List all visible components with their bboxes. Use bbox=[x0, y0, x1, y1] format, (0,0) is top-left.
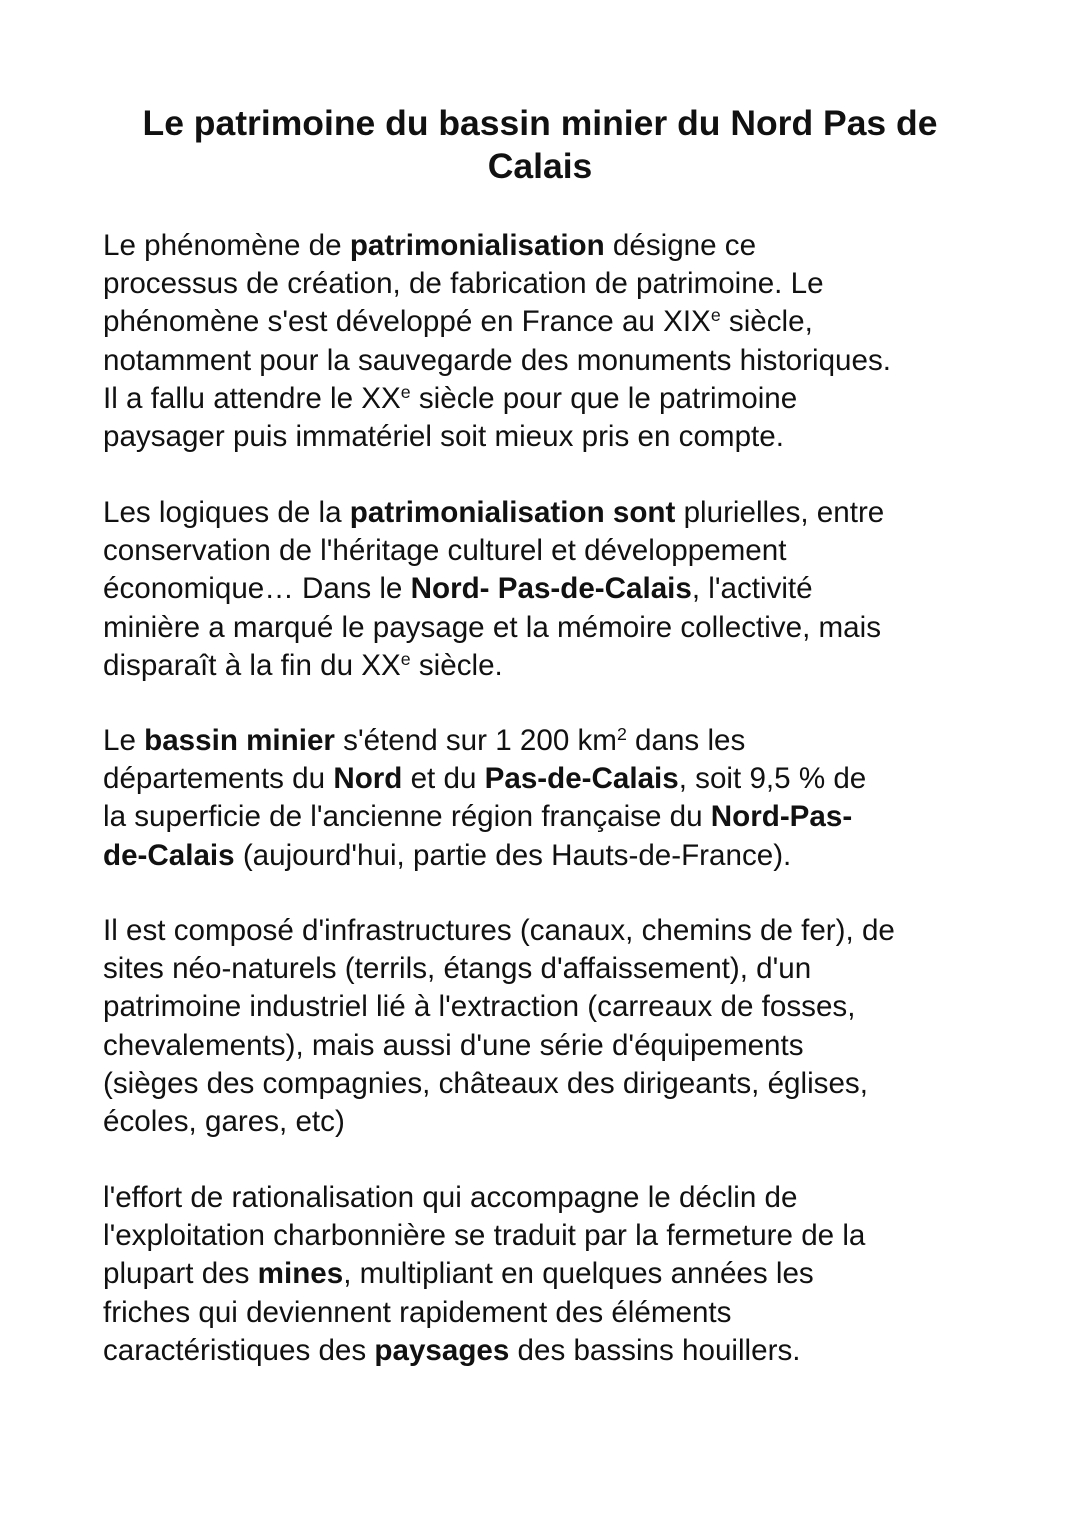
text-line: caractéristiques des paysages des bassins houillers. bbox=[103, 1333, 801, 1367]
text-line: l'effort de rationalisation qui accompagne le déclin de bbox=[103, 1181, 798, 1214]
text-line: Les logiques de la patrimonialisation sont plurielles, entre bbox=[103, 496, 885, 529]
text-line: économique… Dans le Nord- Pas-de-Calais, l'activité bbox=[103, 572, 813, 606]
bold-term: Nord- Pas-de-Calais bbox=[410, 572, 692, 606]
text-line: (sièges des compagnies, châteaux des dirigeants, églises, bbox=[103, 1066, 868, 1100]
bold-term: bassin minier bbox=[144, 724, 335, 757]
text-line: conservation de l'héritage culturel et développement bbox=[103, 534, 787, 568]
text-line: notamment pour la sauvegarde des monuments historiques. bbox=[103, 343, 891, 377]
bold-term: patrimonialisation sont bbox=[349, 496, 676, 529]
paragraph-rationalisation bbox=[103, 1179, 1003, 1370]
paragraph-patrimonialisation bbox=[103, 227, 1003, 456]
text-line: phénomène s'est développé en France au XIXe siècle, bbox=[103, 305, 813, 339]
bold-term: de-Calais bbox=[103, 838, 235, 872]
bold-term: paysages bbox=[374, 1333, 510, 1367]
text-line: friches qui deviennent rapidement des éléments bbox=[103, 1295, 732, 1329]
bold-term: mines bbox=[257, 1257, 344, 1291]
superscript: 2 bbox=[616, 724, 627, 745]
paragraph-bassin-minier bbox=[103, 722, 1003, 875]
paragraph-composition bbox=[103, 912, 1003, 1141]
page-title: Le patrimoine du bassin minier du Nord Pas de Calais bbox=[142, 103, 938, 186]
text-line: patrimoine industriel lié à l'extraction (carreaux de fosses, bbox=[103, 990, 856, 1024]
bold-term: Nord-Pas- bbox=[710, 800, 853, 834]
text-line: disparaît à la fin du XXe siècle. bbox=[103, 648, 503, 682]
bold-term: patrimonialisation bbox=[349, 229, 605, 262]
bold-term: Pas-de-Calais bbox=[484, 762, 679, 796]
bold-term: Nord bbox=[333, 762, 403, 796]
text-line: de-Calais (aujourd'hui, partie des Hauts-de-France). bbox=[103, 838, 792, 872]
superscript: e bbox=[400, 382, 411, 403]
text-line: Le phénomène de patrimonialisation désigne ce bbox=[103, 229, 757, 262]
text-line: plupart des mines, multipliant en quelques années les bbox=[103, 1257, 814, 1291]
text-line: la superficie de l'ancienne région française du Nord-Pas- bbox=[103, 800, 853, 834]
text-line: l'exploitation charbonnière se traduit par la fermeture de la bbox=[103, 1219, 866, 1253]
text-line: chevalements), mais aussi d'une série d'équipements bbox=[103, 1028, 804, 1062]
text-line: paysager puis immatériel soit mieux pris en compte. bbox=[103, 420, 784, 454]
text-line: minière a marqué le paysage et la mémoire collective, mais bbox=[103, 610, 881, 644]
text-line: écoles, gares, etc) bbox=[103, 1105, 345, 1139]
text-line: Il a fallu attendre le XXe siècle pour que le patrimoine bbox=[103, 381, 798, 415]
superscript: e bbox=[400, 649, 411, 670]
text-line: départements du Nord et du Pas-de-Calais, soit 9,5 % de bbox=[103, 762, 867, 796]
superscript: e bbox=[710, 305, 721, 326]
text-line: Le bassin minier s'étend sur 1 200 $km^2$ dans les bbox=[103, 724, 746, 757]
text-line: sites néo-naturels (terrils, étangs d'affaissement), d'un bbox=[103, 952, 812, 986]
text-line: Il est composé d'infrastructures (canaux, chemins de fer), de bbox=[103, 914, 895, 947]
paragraph-logiques bbox=[103, 494, 1003, 685]
text-line: processus de création, de fabrication de patrimoine. Le bbox=[103, 267, 824, 301]
